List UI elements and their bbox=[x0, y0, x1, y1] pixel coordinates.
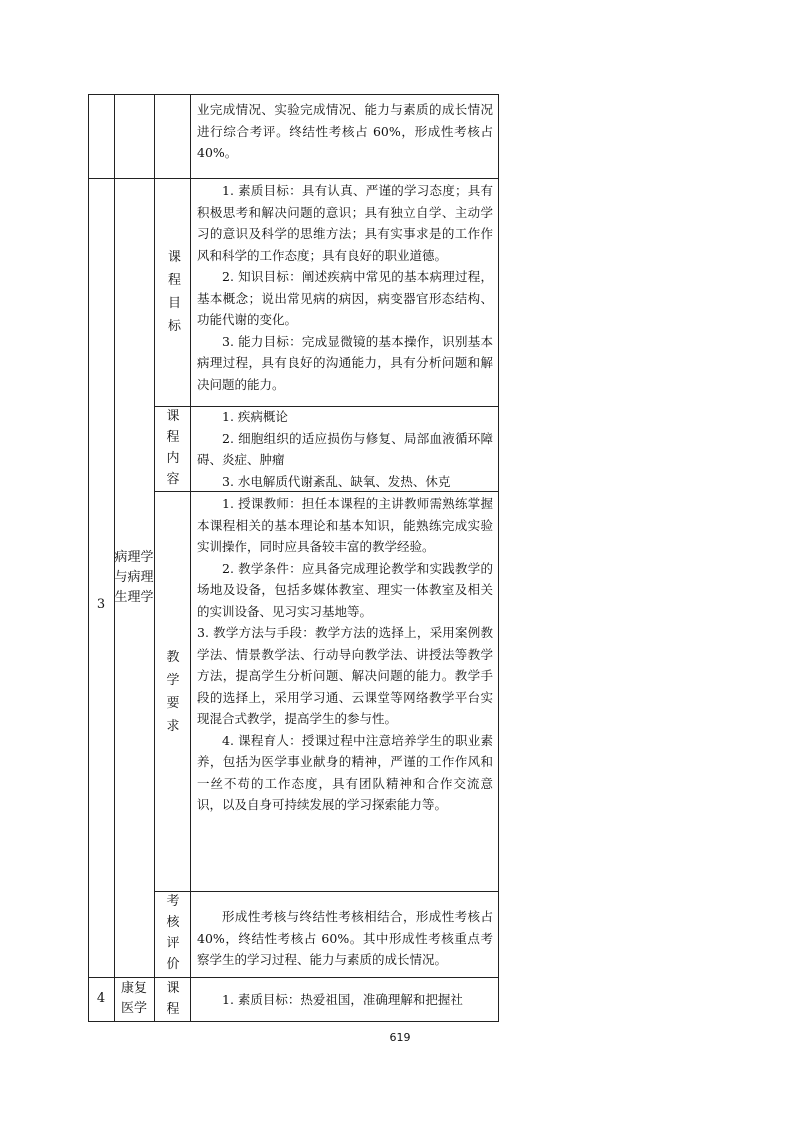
paragraph: 1. 素质目标：热爱祖国，准确理解和把握社 bbox=[222, 992, 463, 1007]
paragraph: 3. 教学方法与手段：教学方法的选择上，采用案例教学法、情景教学法、行动导向教学法、讲授法等教学方法，提高学生分析问题、解决问题的能力。教学手段的选择上，采用学习通、云课堂等网络教学平台实现混合式教学，提高学生的参与性。 bbox=[197, 625, 493, 726]
course-4-text bbox=[197, 989, 493, 1011]
course-3-requirements-label: 教学要求 bbox=[166, 650, 180, 734]
paragraph: 2. 知识目标：阐述疾病中常见的基本病理过程，基本概念；说出常见病的病因，病变器官形态结构、功能代谢的变化。 bbox=[197, 269, 493, 327]
paragraph: 形成性考核与终结性考核相结合，形成性考核占 40%，终结性考核占 60%。其中形成性考核重点考察学生的学习过程、能力与素质的成长情况。 bbox=[197, 909, 493, 967]
course-3-content-label: 课程内容 bbox=[166, 409, 180, 487]
paragraph: 1. 授课教师：担任本课程的主讲教师需熟练掌握本课程相关的基本理论和基本知识，能熟练完成实验实训操作，同时应具备较丰富的教学经验。 bbox=[197, 496, 493, 554]
paragraph: 3. 水电解质代谢紊乱、缺氧、发热、休克 bbox=[222, 473, 451, 489]
paragraph: 2. 细胞组织的适应损伤与修复、局部血液循环障碍、炎症、肿瘤 bbox=[197, 430, 493, 467]
course-4-name: 康复医学 bbox=[120, 981, 147, 1016]
paragraph: 业完成情况、实验完成情况、能力与素质的成长情况进行综合考评。终结性考核占 60%，形成性考核占 40%。 bbox=[197, 102, 493, 160]
course-3-number: 3 bbox=[96, 597, 106, 612]
paragraph: 2. 教学条件：应具备完成理论教学和实践教学的场地及设备，包括多媒体教室、理实一体教室及相关的实训设备、见习实习基地等。 bbox=[197, 560, 493, 619]
page-number: 619 bbox=[389, 1031, 411, 1044]
course-3-assessment-label: 考核评价 bbox=[166, 894, 180, 972]
course-3-objectives-label: 课程目标 bbox=[168, 250, 182, 334]
curriculum-table bbox=[88, 94, 499, 1021]
course-3-objectives-text bbox=[197, 180, 493, 395]
paragraph: 3. 能力目标：完成显微镜的基本操作，识别基本病理过程，具有良好的沟通能力，具有分析问题和解决问题的能力。 bbox=[197, 333, 493, 392]
course-3-assessment-text bbox=[197, 906, 493, 971]
course-4-number: 4 bbox=[96, 991, 106, 1006]
course-3-requirements-text bbox=[197, 493, 493, 816]
paragraph: 1. 疾病概论 bbox=[222, 409, 288, 424]
paragraph: 4. 课程育人：授课过程中注意培养学生的职业素养，包括为医学事业献身的精神，严谨的工作作风和一丝不苟的工作态度，具有团队精神和合作交流意识，以及自身可持续发展的学习探索能力等。 bbox=[197, 732, 493, 812]
course-4-label: 课程 bbox=[166, 981, 180, 1017]
course-3-content-text bbox=[197, 406, 493, 492]
paragraph: 1. 素质目标：具有认真、严谨的学习态度；具有积极思考和解决问题的意识；具有独立自学、主动学习的意识及科学的思维方法；具有实事求是的工作作风和科学的工作态度；具有良好的职业道德。 bbox=[197, 183, 493, 263]
course-3-name: 病理学与病理生理学 bbox=[114, 550, 154, 605]
prev-course-assessment-text bbox=[197, 99, 493, 164]
